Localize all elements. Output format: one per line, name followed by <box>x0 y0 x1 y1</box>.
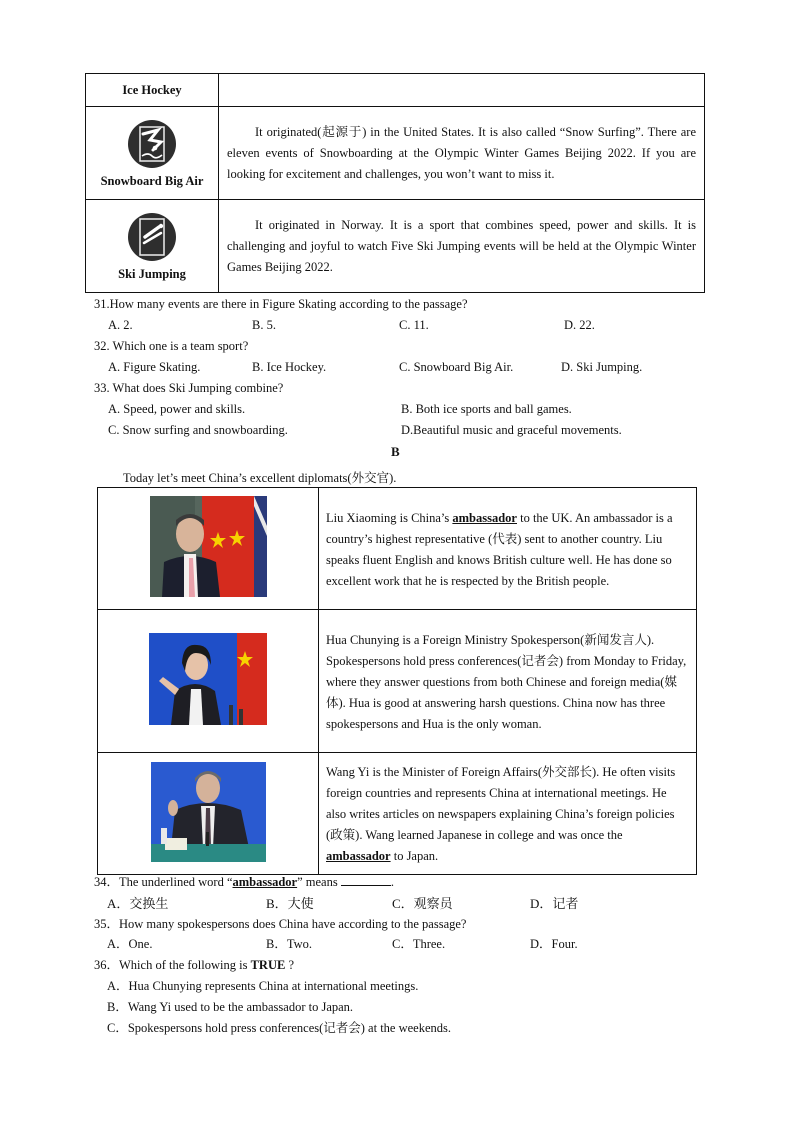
sport-description-empty <box>219 74 705 107</box>
q35-option-d: D．Four. <box>530 937 578 951</box>
q33-option-c: C. Snow surfing and snowboarding. <box>108 423 288 437</box>
q36-true-keyword: TRUE <box>250 958 286 972</box>
diplomats-table <box>97 487 697 875</box>
snowboard-pictogram-icon <box>128 120 176 168</box>
liu-text-before: Liu Xiaoming is China’s <box>326 510 453 525</box>
ski-jumping-pictogram-icon <box>128 213 176 261</box>
table-row <box>86 200 705 293</box>
q35-option-b: B．Two. <box>266 937 313 951</box>
wang-yi-photo <box>151 762 266 862</box>
wang-text-after: to Japan. <box>390 849 439 863</box>
q34-keyword: ambassador <box>232 875 298 889</box>
sport-name-ski-jumping: Ski Jumping <box>118 266 186 281</box>
question-36-stem: 36．Which of the following is TRUE ? <box>94 958 294 972</box>
sport-description-snowboard: It originated(起源于) in the United States. It is also called “Snow Surfing”. There are eleven events of Snowboarding at the Olympic Winter Games Beijing 2022. If you are looking for excitement and challenges, you won’t want to miss it. <box>227 124 696 181</box>
q31-option-d: D. 22. <box>564 318 595 332</box>
table-row <box>98 753 697 875</box>
q33-option-b: B. Both ice sports and ball games. <box>401 402 572 416</box>
q31-option-c: C. 11. <box>399 318 429 332</box>
liu-xiaoming-photo <box>150 496 267 597</box>
q36-option-a: A．Hua Chunying represents China at international meetings. <box>107 979 419 993</box>
q31-option-a: A. 2. <box>108 318 133 332</box>
q36-option-b: B．Wang Yi used to be the ambassador to Japan. <box>107 1000 354 1014</box>
q34-option-c: C．观察员 <box>392 896 453 911</box>
q34-option-b: B．大使 <box>266 896 314 911</box>
section-heading-b: B <box>391 444 400 459</box>
liu-text-after: to the UK. An ambassador is a country’s highest representative (代表) sent to another country. Liu speaks fluent English and knows British culture well. He has done so excellent work that he is respected by the British people. <box>326 510 673 588</box>
table-row <box>98 488 697 610</box>
sports-table <box>85 73 705 293</box>
sport-description-ski-jumping: It originated in Norway. It is a sport that combines speed, power and skills. It is challenging and joyful to watch Five Ski Jumping events will be held at the Olympic Winter Games Beijing 2022. <box>227 217 696 274</box>
q35-option-c: C．Three. <box>392 937 446 951</box>
q34-option-a: A．交换生 <box>107 896 169 911</box>
question-34-stem: 34．The underlined word “ambassador” means . <box>94 875 394 889</box>
underlined-word-ambassador: ambassador <box>452 510 517 525</box>
question-35-stem: 35．How many spokespersons does China have according to the passage? <box>94 917 467 931</box>
q35-option-a: A．One. <box>107 937 153 951</box>
answer-blank <box>341 873 391 886</box>
hua-description: Hua Chunying is a Foreign Ministry Spokesperson(新闻发言人). Spokespersons hold press conferences(记者会) from Monday to Friday, where they answer questions from both Chinese and foreign media(媒体). Hua is good at answering harsh questions. China now has three spokespersons and Hua is the only woman. <box>326 632 687 731</box>
table-row <box>86 107 705 200</box>
q33-option-a: A. Speed, power and skills. <box>108 402 246 416</box>
sport-name-ice-hockey: Ice Hockey <box>122 82 182 97</box>
table-row <box>98 610 697 753</box>
q32-option-a: A. Figure Skating. <box>108 360 201 374</box>
question-31-stem: 31.How many events are there in Figure Skating according to the passage? <box>94 297 468 311</box>
q31-option-b: B. 5. <box>252 318 276 332</box>
q34-option-d: D．记者 <box>530 896 579 911</box>
q36-option-c: C．Spokespersons hold press conferences(记者会) at the weekends. <box>107 1021 452 1035</box>
q32-option-b: B. Ice Hockey. <box>252 360 327 374</box>
q32-option-c: C. Snowboard Big Air. <box>399 360 514 374</box>
question-33-stem: 33. What does Ski Jumping combine? <box>94 381 284 395</box>
sport-name-snowboard: Snowboard Big Air <box>100 173 204 188</box>
q33-option-d: D.Beautiful music and graceful movements. <box>401 423 622 437</box>
question-32-stem: 32. Which one is a team sport? <box>94 339 249 353</box>
wang-text-before: Wang Yi is the Minister of Foreign Affairs(外交部长). He often visits foreign countries and represents China at international meetings. He also writes articles on newspapers explaining China’s foreign policies (政策). Wang learned Japanese in college and was once the <box>326 765 676 842</box>
q32-option-d: D. Ski Jumping. <box>561 360 643 374</box>
hua-chunying-photo <box>149 633 267 725</box>
underlined-word-ambassador-2: ambassador <box>326 849 391 863</box>
section-b-intro: Today let’s meet China’s excellent diplomats(外交官). <box>123 471 397 485</box>
table-row <box>86 74 705 107</box>
